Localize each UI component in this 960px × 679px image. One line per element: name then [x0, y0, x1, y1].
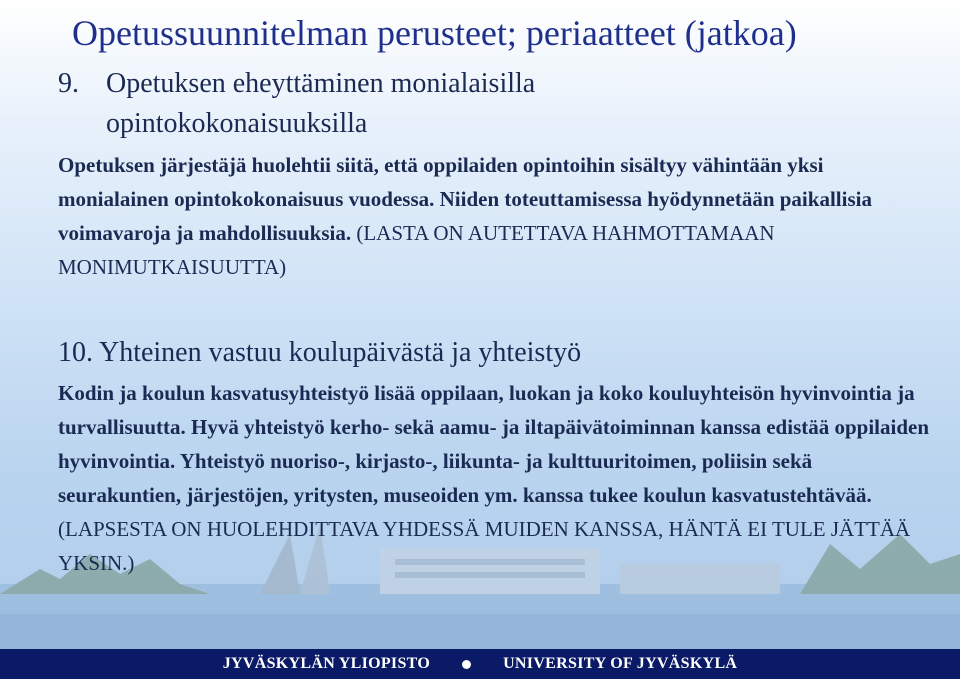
bullet-dot-icon	[462, 660, 471, 669]
section-9-number: 9.	[58, 68, 79, 99]
footer-university-en: UNIVERSITY OF JYVÄSKYLÄ	[503, 655, 738, 672]
slide-title: Opetussuunnitelman perusteet; periaatteet (jatkoa)	[72, 13, 797, 53]
section-10-paragraph	[58, 376, 938, 580]
section-9-note: (LASTA ON AUTETTAVA HAHMOTTAMAAN MONIMUTKAISUUTTA)	[58, 221, 775, 279]
footer-university-fi: JYVÄSKYLÄN YLIOPISTO	[222, 655, 431, 672]
section-10-heading-text: Yhteinen vastuu koulupäivästä ja yhteistyö	[98, 337, 582, 368]
section-9-heading	[58, 64, 726, 144]
footer-bar	[0, 649, 960, 679]
section-10-number: 10.	[58, 337, 93, 368]
section-10-note: (LAPSESTA ON HUOLEHDITTAVA YHDESSÄ MUIDEN KANSSA, HÄNTÄ EI TULE JÄTTÄÄ YKSIN.)	[58, 517, 911, 575]
section-9-paragraph	[58, 148, 928, 284]
section-10-heading	[58, 334, 581, 372]
section-9-heading-text: Opetuksen eheyttäminen monialaisilla opintokokonaisuuksilla	[106, 68, 536, 139]
section-9-body: Opetuksen järjestäjä huolehtii siitä, että oppilaiden opintoihin sisältyy vähintään yksi monialainen opintokokonaisuus vuodessa. Niiden toteuttamisessa hyödynnetään paikallisia voimavaroja ja mahdollisuuksia.	[58, 153, 872, 245]
section-10-body: Kodin ja koulun kasvatusyhteistyö lisää oppilaan, luokan ja koko kouluyhteisön hyvinvointia ja turvallisuutta. Hyvä yhteistyö kerho- sekä aamu- ja iltapäivätoiminnan kanssa edistää oppilaiden hyvinvointia. Yhteistyö nuoriso-, kirjasto-, liikunta- ja kulttuuritoimen, poliisin sekä seurakuntien, järjestöjen, yritysten, museoiden ym. kanssa tukee koulun kasvatustehtävää.	[58, 381, 930, 507]
